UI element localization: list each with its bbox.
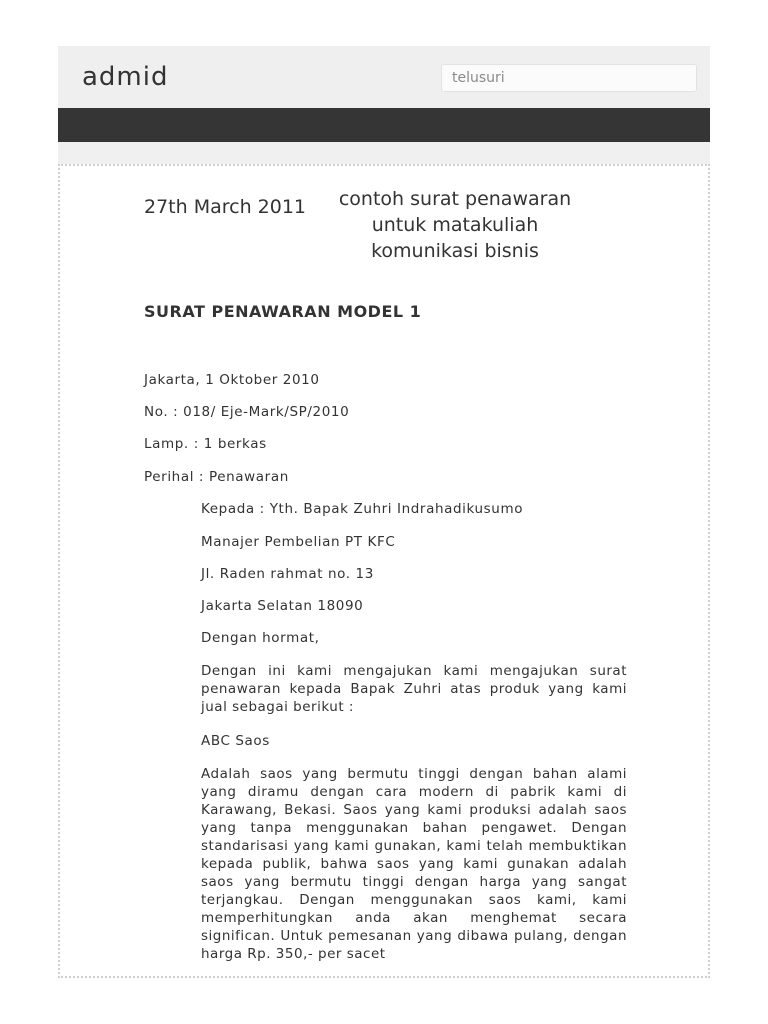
- letter-attachment: Lamp. : 1 berkas: [144, 436, 267, 452]
- post-title[interactable]: contoh surat penawaran untuk matakuliah komunikasi bisnis: [338, 188, 572, 262]
- header-strip: [58, 142, 710, 164]
- post-date: 27th March 2011: [144, 196, 307, 218]
- search-input[interactable]: [441, 64, 697, 92]
- recipient-line: Jl. Raden rahmat no. 13: [201, 566, 374, 582]
- product-paragraph: Adalah saos yang bermutu tinggi dengan bahan alami yang diramu dengan cara modern di pabrik kami di Karawang, Bekasi. Saos yang kami produksi adalah saos yang tanpa menggunakan bahan pengawet. Dengan standarisasi yang kami gunakan, kami telah membuktikan kepada publik, bahwa saos yang kami gunakan adalah saos yang bermutu tinggi dengan harga yang sangat terjangkau. Dengan menggunakan saos kami, kami memperhitungkan anda akan menghemat secara significan. Untuk pemesanan yang dibawa pulang, dengan harga Rp. 350,- per sacet: [201, 766, 627, 962]
- letter-greeting: Dengan hormat,: [201, 630, 320, 646]
- recipient-line: Kepada : Yth. Bapak Zuhri Indrahadikusumo: [201, 501, 524, 517]
- letter-subject: Perihal : Penawaran: [144, 469, 289, 485]
- product-name: ABC Saos: [201, 733, 270, 749]
- letter-heading: SURAT PENAWARAN MODEL 1: [144, 302, 422, 321]
- post-card: [58, 164, 710, 978]
- recipient-line: Jakarta Selatan 18090: [201, 598, 364, 614]
- letter-number: No. : 018/ Eje-Mark/SP/2010: [144, 404, 350, 420]
- site-title[interactable]: admid: [82, 62, 169, 92]
- site-header: [58, 46, 710, 108]
- letter-place-date: Jakarta, 1 Oktober 2010: [144, 372, 320, 388]
- recipient-line: Manajer Pembelian PT KFC: [201, 534, 396, 550]
- nav-bar: [58, 108, 710, 142]
- intro-paragraph: Dengan ini kami mengajukan kami mengajukan surat penawaran kepada Bapak Zuhri atas produk yang kami jual sebagai berikut :: [201, 663, 627, 715]
